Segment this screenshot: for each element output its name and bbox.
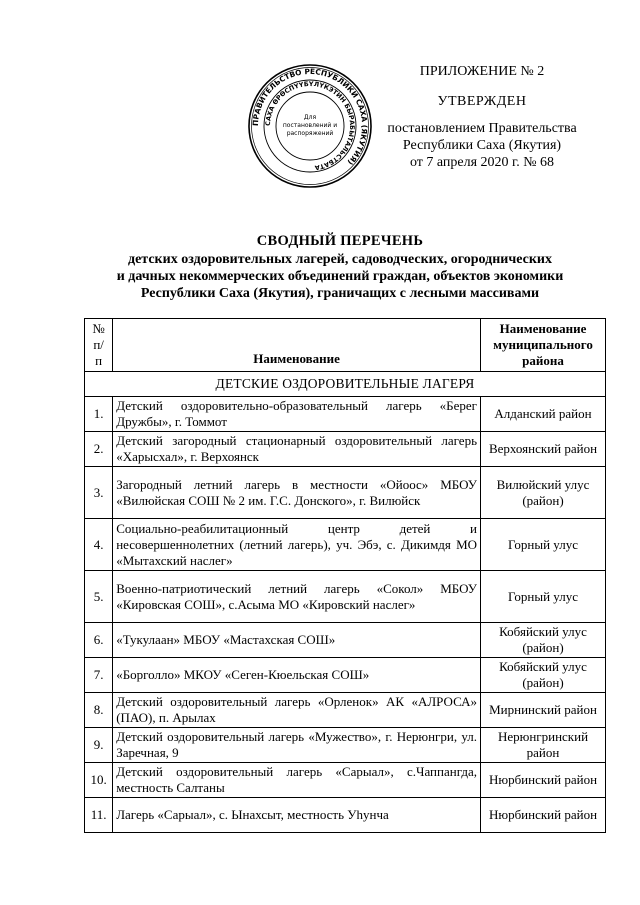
header-name: Наименование [113,319,481,372]
row-number: 1. [85,397,113,432]
row-district: Горный улус [481,519,606,571]
row-name: Военно-патриотический летний лагерь «Сокол» МБОУ «Кировская СОШ», с.Асыма МО «Кировский наслег» [113,571,481,623]
table-row [85,519,606,571]
official-seal-stamp [246,62,374,190]
title-line-2: и дачных некоммерческих объединений граждан, объектов экономики [116,269,564,284]
row-district: Нюрбинский район [481,763,606,798]
row-number: 2. [85,432,113,467]
table-header-row [85,319,606,372]
row-number: 6. [85,623,113,658]
approved-label: УТВЕРЖДЕН [437,94,527,109]
table-row [85,397,606,432]
table-row [85,763,606,798]
row-name: Социально-реабилитационный центр детей и несовершеннолетних (летний лагерь), уч. Эбэ, с. Дикимдя МО «Мытахский наслег» [113,519,481,571]
table-row [85,693,606,728]
title-main: СВОДНЫЙ ПЕРЕЧЕНЬ [256,233,424,249]
row-number: 7. [85,658,113,693]
resolution-line-1: постановлением Правительства [387,121,577,136]
row-name: «Тукулаан» МБОУ «Мастахская СОШ» [113,623,481,658]
table-row [85,571,606,623]
section-row [85,372,606,397]
seal-center-line3: распоряжений [286,130,334,137]
header-district: Наименование муниципального района [481,319,606,372]
row-district: Кобяйский улус (район) [481,623,606,658]
row-name: Детский оздоровительный лагерь «Сарыал», с.Чаппангда, местность Салтаны [113,763,481,798]
seal-outer-text: ПРАВИТЕЛЬСТВО РЕСПУБЛИКИ САХА (ЯКУТИЯ) [250,66,370,167]
seal-inner-text: САХА ӨРӨСПҮҮБҮЛҮКЭТИН БЫРАБЫТАЛЬСТБАТА [263,79,357,172]
row-number: 3. [85,467,113,519]
row-number: 8. [85,693,113,728]
resolution-line-2: Республики Саха (Якутия) [402,138,562,153]
row-name: Детский оздоровительно-образовательный лагерь «Берег Дружбы», г. Томмот [113,397,481,432]
row-district: Верхоянский район [481,432,606,467]
row-name: Детский оздоровительный лагерь «Мужество», г. Нерюнгри, ул. Заречная, 9 [113,728,481,763]
table-row [85,658,606,693]
row-district: Алданский район [481,397,606,432]
row-name: Детский оздоровительный лагерь «Орленок» АК «АЛРОСА» (ПАО), п. Арылах [113,693,481,728]
table-row [85,728,606,763]
title-line-1: детских оздоровительных лагерей, садоводческих, огороднических [128,252,552,267]
row-name: Лагерь «Сарыал», с. Ынахсыт, местность Уhунча [113,798,481,833]
table-row [85,432,606,467]
seal-center-line1: Для [303,114,317,121]
row-name: «Борголло» МКОУ «Сеген-Кюельская СОШ» [113,658,481,693]
appendix-header [362,62,602,171]
title-line-3: Республики Саха (Якутия), граничащих с лесными массивами [140,286,540,301]
row-district: Кобяйский улус (район) [481,658,606,693]
row-district: Нерюнгринский район [481,728,606,763]
row-district: Вилюйский улус (район) [481,467,606,519]
row-number: 5. [85,571,113,623]
table-row [85,798,606,833]
document-title [80,233,600,302]
camps-table [84,318,606,833]
section-title: ДЕТСКИЕ ОЗДОРОВИТЕЛЬНЫЕ ЛАГЕРЯ [85,372,606,397]
table-row [85,623,606,658]
row-number: 9. [85,728,113,763]
row-number: 4. [85,519,113,571]
row-name: Детский загородный стационарный оздоровительный лагерь «Харысхал», г. Верхоянск [113,432,481,467]
row-name: Загородный летний лагерь в местности «Ойоос» МБОУ «Вилюйская СОШ № 2 им. Г.С. Донского», г. Вилюйск [113,467,481,519]
resolution-line-3: от 7 апреля 2020 г. № 68 [409,155,555,170]
row-district: Горный улус [481,571,606,623]
seal-center-line2: постановлений и [282,122,338,129]
table-row [85,467,606,519]
row-district: Мирнинский район [481,693,606,728]
appendix-label: ПРИЛОЖЕНИЕ № 2 [419,64,545,79]
header-number: № п/ п [85,319,113,372]
row-district: Нюрбинский район [481,798,606,833]
row-number: 11. [85,798,113,833]
row-number: 10. [85,763,113,798]
